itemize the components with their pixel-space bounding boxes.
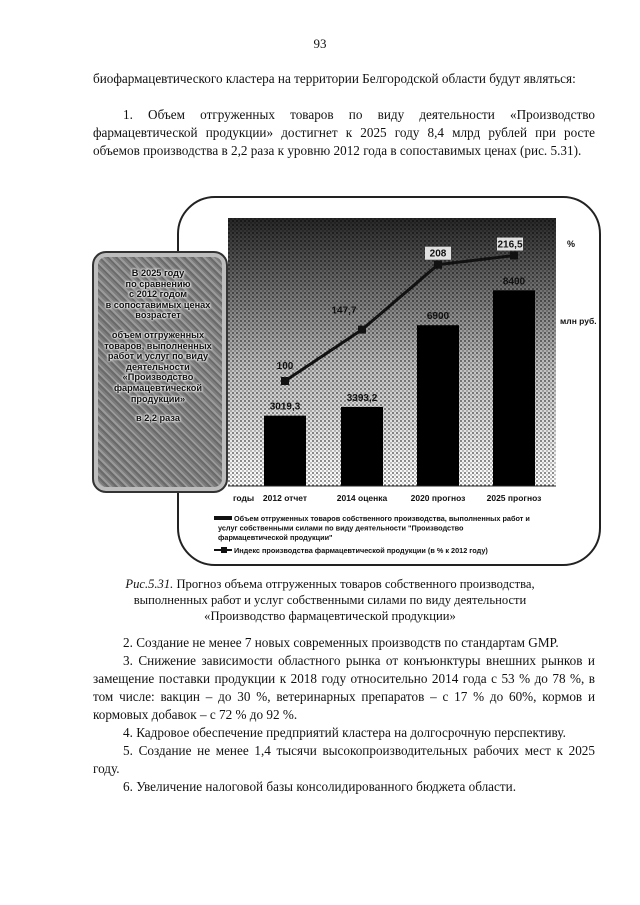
summary-line: в 2,2 раза	[136, 413, 180, 424]
index-point	[510, 252, 518, 260]
index-value-label: 216,5	[497, 239, 523, 251]
summary-line: фармацевтической	[113, 382, 203, 393]
summary-line: В 2025 году	[131, 268, 185, 278]
bar-value-label: 3019,3	[269, 401, 301, 413]
summary-text	[98, 268, 218, 424]
x-tick-label: 2014 оценка	[336, 493, 388, 503]
page-number: 93	[313, 36, 327, 51]
bar-value-label: 3393,2	[346, 392, 378, 404]
bar	[417, 325, 459, 486]
list-item-3: 3. Снижение зависимости областного рынка от конъюнктуры внешних рынков и замещение поставки продукции к 2018 году относительно 2014 года с 53 % до 78 %, в том числе: вакцин – до 30 %, ветеринарных препаратов – с 17 % до 60%, кормов и кормовых добавок – с 72 % до 92 %.	[93, 653, 595, 722]
summary-line: «Производство	[122, 372, 194, 383]
x-tick-label: 2025 прогноз	[486, 493, 542, 503]
legend-swatch-line-marker	[221, 547, 227, 553]
unit-percent: %	[567, 239, 576, 249]
bar-value-label: 6900	[426, 311, 450, 323]
x-tick-label: 2012 отчет	[262, 493, 308, 503]
index-point	[434, 261, 442, 269]
x-axis-prefix: годы	[233, 493, 255, 503]
summary-line: деятельности	[126, 361, 190, 372]
list-item-1: 1. Объем отгруженных товаров по виду деятельности «Производство фармацевтической продукции» достигнет к 2025 году 8,4 млрд рублей при росте объемов производства в 2,2 раза к уровню 2012 года в сопоставимых ценах (рис. 5.31).	[93, 107, 595, 158]
summary-line: по сравнению	[125, 278, 191, 289]
list-item-5: 5. Создание не менее 1,4 тысячи высокопроизводительных рабочих мест к 2025 году.	[93, 743, 595, 776]
legend-label-line: Индекс производства фармацевтической продукции (в % к 2012 году)	[234, 546, 488, 555]
summary-line: с 2012 годом	[129, 289, 187, 300]
bar	[493, 290, 535, 486]
summary-line: возрастет	[135, 310, 181, 321]
intro-line: биофармацевтического кластера на территории Белгородской области будут являться:	[93, 71, 576, 86]
index-point	[358, 326, 366, 334]
index-value-label: 100	[276, 361, 294, 372]
summary-line: продукции»	[130, 393, 186, 404]
index-value-label: 147,7	[331, 305, 357, 317]
summary-line: товаров, выполненных	[104, 340, 212, 351]
figure-caption-text: Прогноз объема отгруженных товаров собственного производства, выполненных работ и услуг собственными силами по виду деятельности «Производство фармацевтической продукции»	[133, 577, 535, 623]
legend-label-bars: Объем отгруженных товаров собственного производства, выполненных работ и услуг собственными силами по виду деятельности "Производство фармацевтической продукции"	[218, 514, 530, 542]
index-point	[281, 377, 289, 385]
summary-line: объем отгруженных	[111, 329, 205, 340]
figure-caption	[120, 576, 540, 624]
figure-label: Рис.5.31.	[125, 577, 174, 591]
list-item-6: 6. Увеличение налоговой базы консолидированного бюджета области.	[123, 779, 517, 794]
bar	[264, 416, 306, 486]
list-item-4: 4. Кадровое обеспечение предприятий кластера на долгосрочную перспективу.	[123, 725, 566, 740]
bar	[341, 407, 383, 486]
legend-swatch-bars	[214, 516, 232, 520]
x-tick-label: 2020 прогноз	[410, 493, 466, 503]
summary-line: работ и услуг по виду	[107, 351, 209, 362]
summary-line: в сопоставимых ценах	[105, 299, 211, 310]
bar-value-label: 8400	[502, 276, 526, 288]
unit-rub: млн руб.	[560, 316, 597, 326]
index-value-label: 208	[429, 248, 447, 260]
list-item-2: 2. Создание не менее 7 новых современных производств по стандартам GMP.	[123, 635, 559, 650]
